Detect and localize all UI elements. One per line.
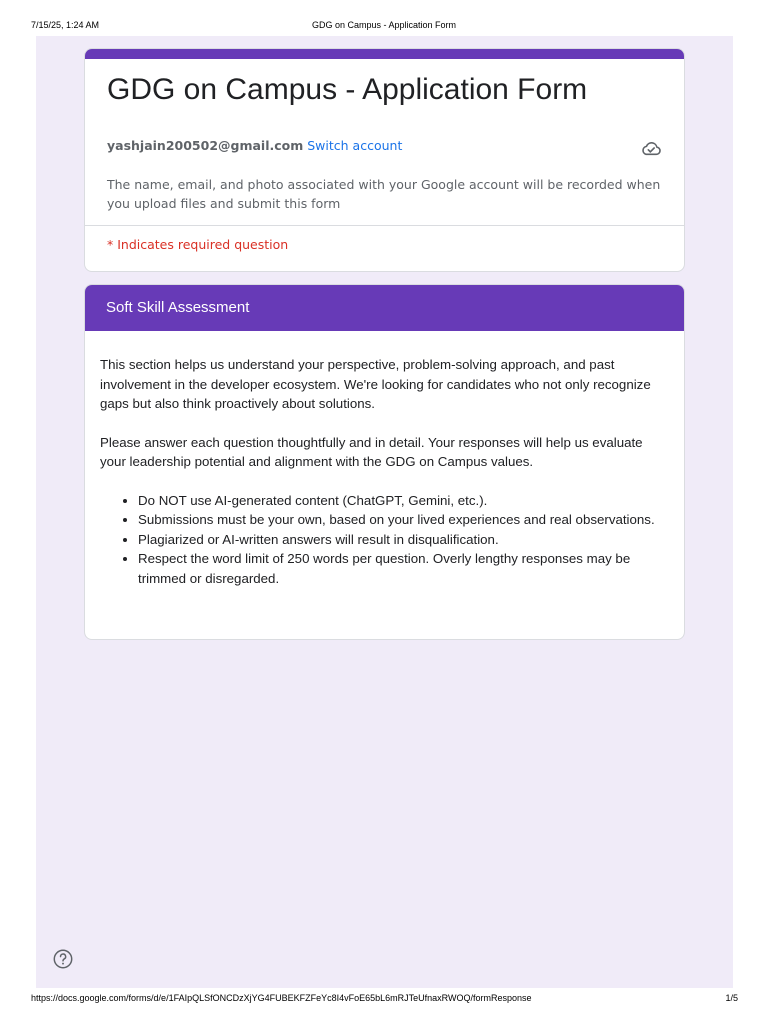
print-footer (0, 992, 768, 1012)
rule-item: • Do NOT use AI-generated content (ChatGPT, Gemini, etc.). (138, 491, 660, 511)
rule-item: • Submissions must be your own, based on your lived experiences and real observations. (138, 510, 660, 530)
switch-account-link[interactable]: Switch account (307, 138, 403, 153)
rule-item: • Plagiarized or AI-written answers will result in disqualification. (138, 530, 660, 550)
print-header (0, 0, 768, 36)
form-title: GDG on Campus - Application Form (107, 73, 588, 106)
privacy-notice: The name, email, and photo associated with your Google account will be recorded when you upload files and submit this form (107, 177, 661, 211)
print-date: 7/15/25, 1:24 AM (31, 20, 100, 30)
print-title: GDG on Campus - Application Form (311, 20, 457, 30)
form-title-card (84, 48, 685, 272)
cloud-check-icon (640, 139, 662, 157)
help-icon[interactable] (52, 948, 74, 970)
section-description (100, 355, 660, 588)
account-email: yashjain200502@gmail.com (107, 138, 304, 153)
section-card (84, 284, 685, 640)
required-question-note: * Indicates required question (107, 237, 289, 252)
account-row (107, 138, 402, 153)
rules-list (100, 491, 660, 589)
title-card-accent-bar (85, 49, 684, 59)
section-paragraph-1: This section helps us understand your perspective, problem-solving approach, and past involvement in the developer ecosystem. We're looking for candidates who not only recognize gaps but also think proactively about solutions. (100, 357, 651, 411)
section-title: Soft Skill Assessment (85, 285, 684, 331)
print-page-number: 1/5 (725, 993, 738, 1003)
title-card-divider (85, 225, 684, 226)
rule-item: • Respect the word limit of 250 words per question. Overly lengthy responses may be trimmed or disregarded. (138, 549, 660, 588)
section-paragraph-2: Please answer each question thoughtfully and in detail. Your responses will help us evaluate your leadership potential and alignment with the GDG on Campus values. (100, 434, 643, 469)
print-url: https://docs.google.com/forms/d/e/1FAIpQLSfONCDzXjYG4FUBEKFZFeYc8I4vFoE65bL6mRJTeUfnaxRWOQ/formResponse (31, 993, 532, 1003)
